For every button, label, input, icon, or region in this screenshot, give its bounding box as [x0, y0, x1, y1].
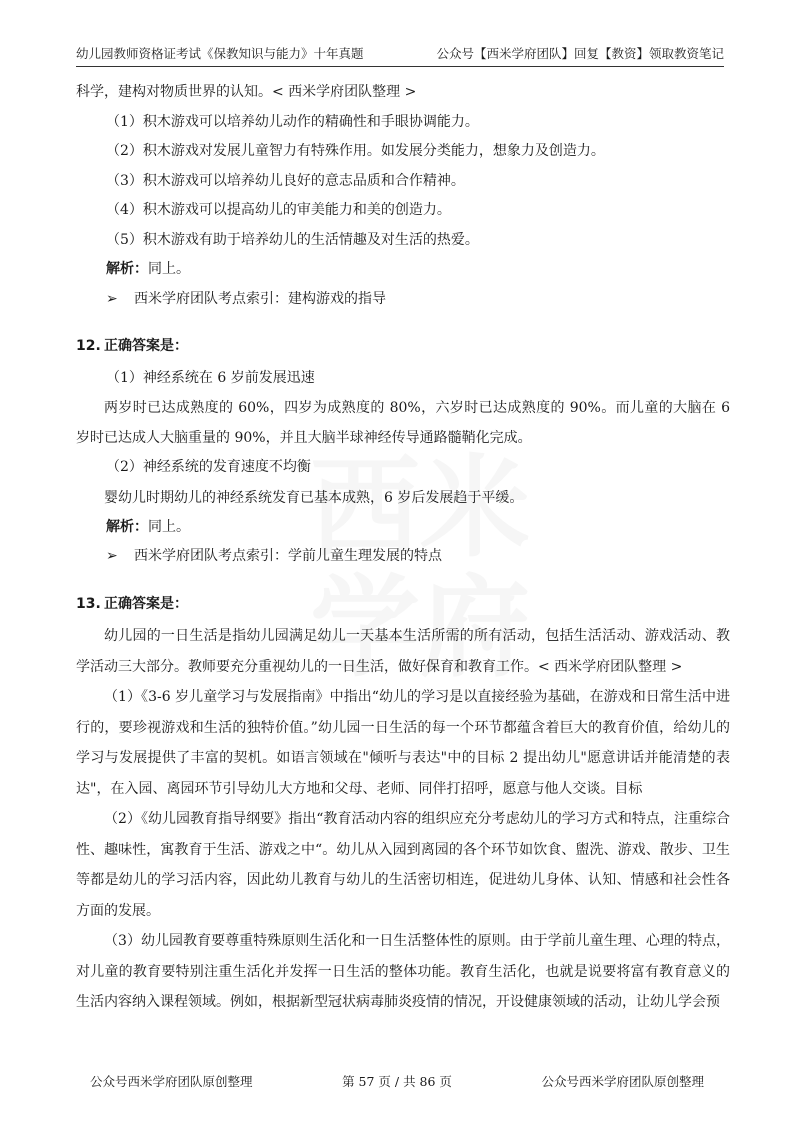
q12-para-2: 婴幼儿时期幼儿的神经系统发育已基本成熟，6 岁后发展趋于平缓。 — [104, 489, 524, 506]
q12-item-1: （1）神经系统在 6 岁前发展迅速 — [106, 369, 315, 386]
analysis-label: 解析： — [106, 261, 148, 277]
q13-para-2: （1）《3-6 岁儿童学习与发展指南》中指出“幼儿的学习是以直接经验为基础，在游戏和日常生活中进行的，要珍视游戏和生活的独特价值。”幼儿园一日生活的每一个环节都蕴含着巨大的教育价值，给幼儿的学习与发展提供了丰富的契机。如语言领域在"倾听与表达"中的目标 2 提出幼儿"愿意讲话并能清楚的表达"，在入园、离园环节引导幼儿大方地和父母、老师、同伴打招呼，愿意与他人交谈。目标 — [76, 689, 730, 797]
arrow-bullet-icon: ➢ — [106, 548, 118, 564]
header-right-note: 公众号【西米学府团队】回复【教资】领取教资笔记 — [436, 46, 724, 61]
q12-analysis — [76, 513, 730, 543]
question-12-heading — [76, 332, 730, 362]
header-left-title: 幼儿园教师资格证考试《保教知识与能力》十年真题 — [76, 46, 364, 61]
q13-para-3: （2）《幼儿园教育指导纲要》指出“教育活动内容的组织应充分考虑幼儿的学习方式和特点，注重综合性、趣味性，寓教育于生活、游戏之中“。幼儿从入园到离园的各个环节如饮食、盥洗、游戏、散步、卫生等都是幼儿的学习活内容，因此幼儿教育与幼儿的生活密切相连，促进幼儿身体、认知、情感和社会性各方面的发展。 — [76, 811, 730, 919]
analysis-text: 同上。 — [148, 261, 190, 277]
intro-index — [76, 285, 730, 315]
arrow-bullet-icon: ➢ — [106, 290, 118, 307]
intro-item-4: （4）积木游戏可以提高幼儿的审美能力和美的创造力。 — [106, 202, 451, 218]
intro-line: 科学，建构对物质世界的认知。< 西米学府团队整理 > — [76, 84, 417, 100]
q12-item-2: （2）神经系统的发育速度不均衡 — [106, 459, 311, 475]
q13-para-1: 幼儿园的一日生活是指幼儿园满足幼儿一天基本生活所需的所有活动，包括生活活动、游戏活动、教学活动三大部分。教师要充分重视幼儿的一日生活，做好保育和教育工作。< 西米学府团队整理 > — [76, 628, 730, 675]
q13-para-4: （3）幼儿园教育要尊重特殊原则生活化和一日生活整体性的原则。由于学前儿童生理、心理的特点，对儿童的教育要特别注重生活化并发挥一日生活的整体功能。教育生活化，也就是说要将富有教育意义的生活内容纳入课程领域。例如，根据新型冠状病毒肺炎疫情的情况，开设健康领域的活动，让幼儿学会预 — [76, 933, 730, 1010]
intro-item-1: （1）积木游戏可以培养幼儿动作的精确性和手眼协调能力。 — [106, 113, 479, 130]
q12-para-1: 两岁时已达成熟度的 60%，四岁为成熟度的 80%，六岁时已达成熟度的 90%。而儿童的大脑在 6 岁时已达成人大脑重量的 90%，并且大脑半球神经传导通路髓鞘化完成。 — [76, 400, 730, 446]
intro-analysis — [76, 255, 730, 285]
footer-left: 公众号西米学府团队原创整理 — [90, 1074, 253, 1089]
page-header — [76, 38, 724, 67]
intro-item-5: （5）积木游戏有助于培养幼儿的生活情趣及对生活的热爱。 — [106, 231, 479, 248]
q12-index — [76, 542, 730, 572]
question-title: 正确答案是： — [104, 595, 188, 612]
analysis-label: 解析： — [106, 518, 148, 535]
index-text: 西米学府团队考点索引：建构游戏的指导 — [134, 290, 386, 307]
intro-item-3: （3）积木游戏可以培养幼儿良好的意志品质和合作精神。 — [106, 172, 465, 189]
page-number: 第 57 页 / 共 86 页 — [342, 1074, 452, 1089]
footer-right: 公众号西米学府团队原创整理 — [541, 1074, 704, 1089]
page-footer — [90, 1072, 704, 1090]
question-number: 13. — [76, 595, 101, 612]
analysis-text: 同上。 — [148, 518, 190, 535]
intro-item-2: （2）积木游戏对发展儿童智力有特殊作用。如发展分类能力，想象力及创造力。 — [106, 143, 605, 159]
page-content — [76, 78, 730, 1018]
question-number: 12. — [76, 338, 101, 354]
question-title: 正确答案是： — [104, 338, 188, 354]
index-text: 西米学府团队考点索引：学前儿童生理发展的特点 — [134, 548, 442, 564]
question-13-heading — [76, 590, 730, 620]
